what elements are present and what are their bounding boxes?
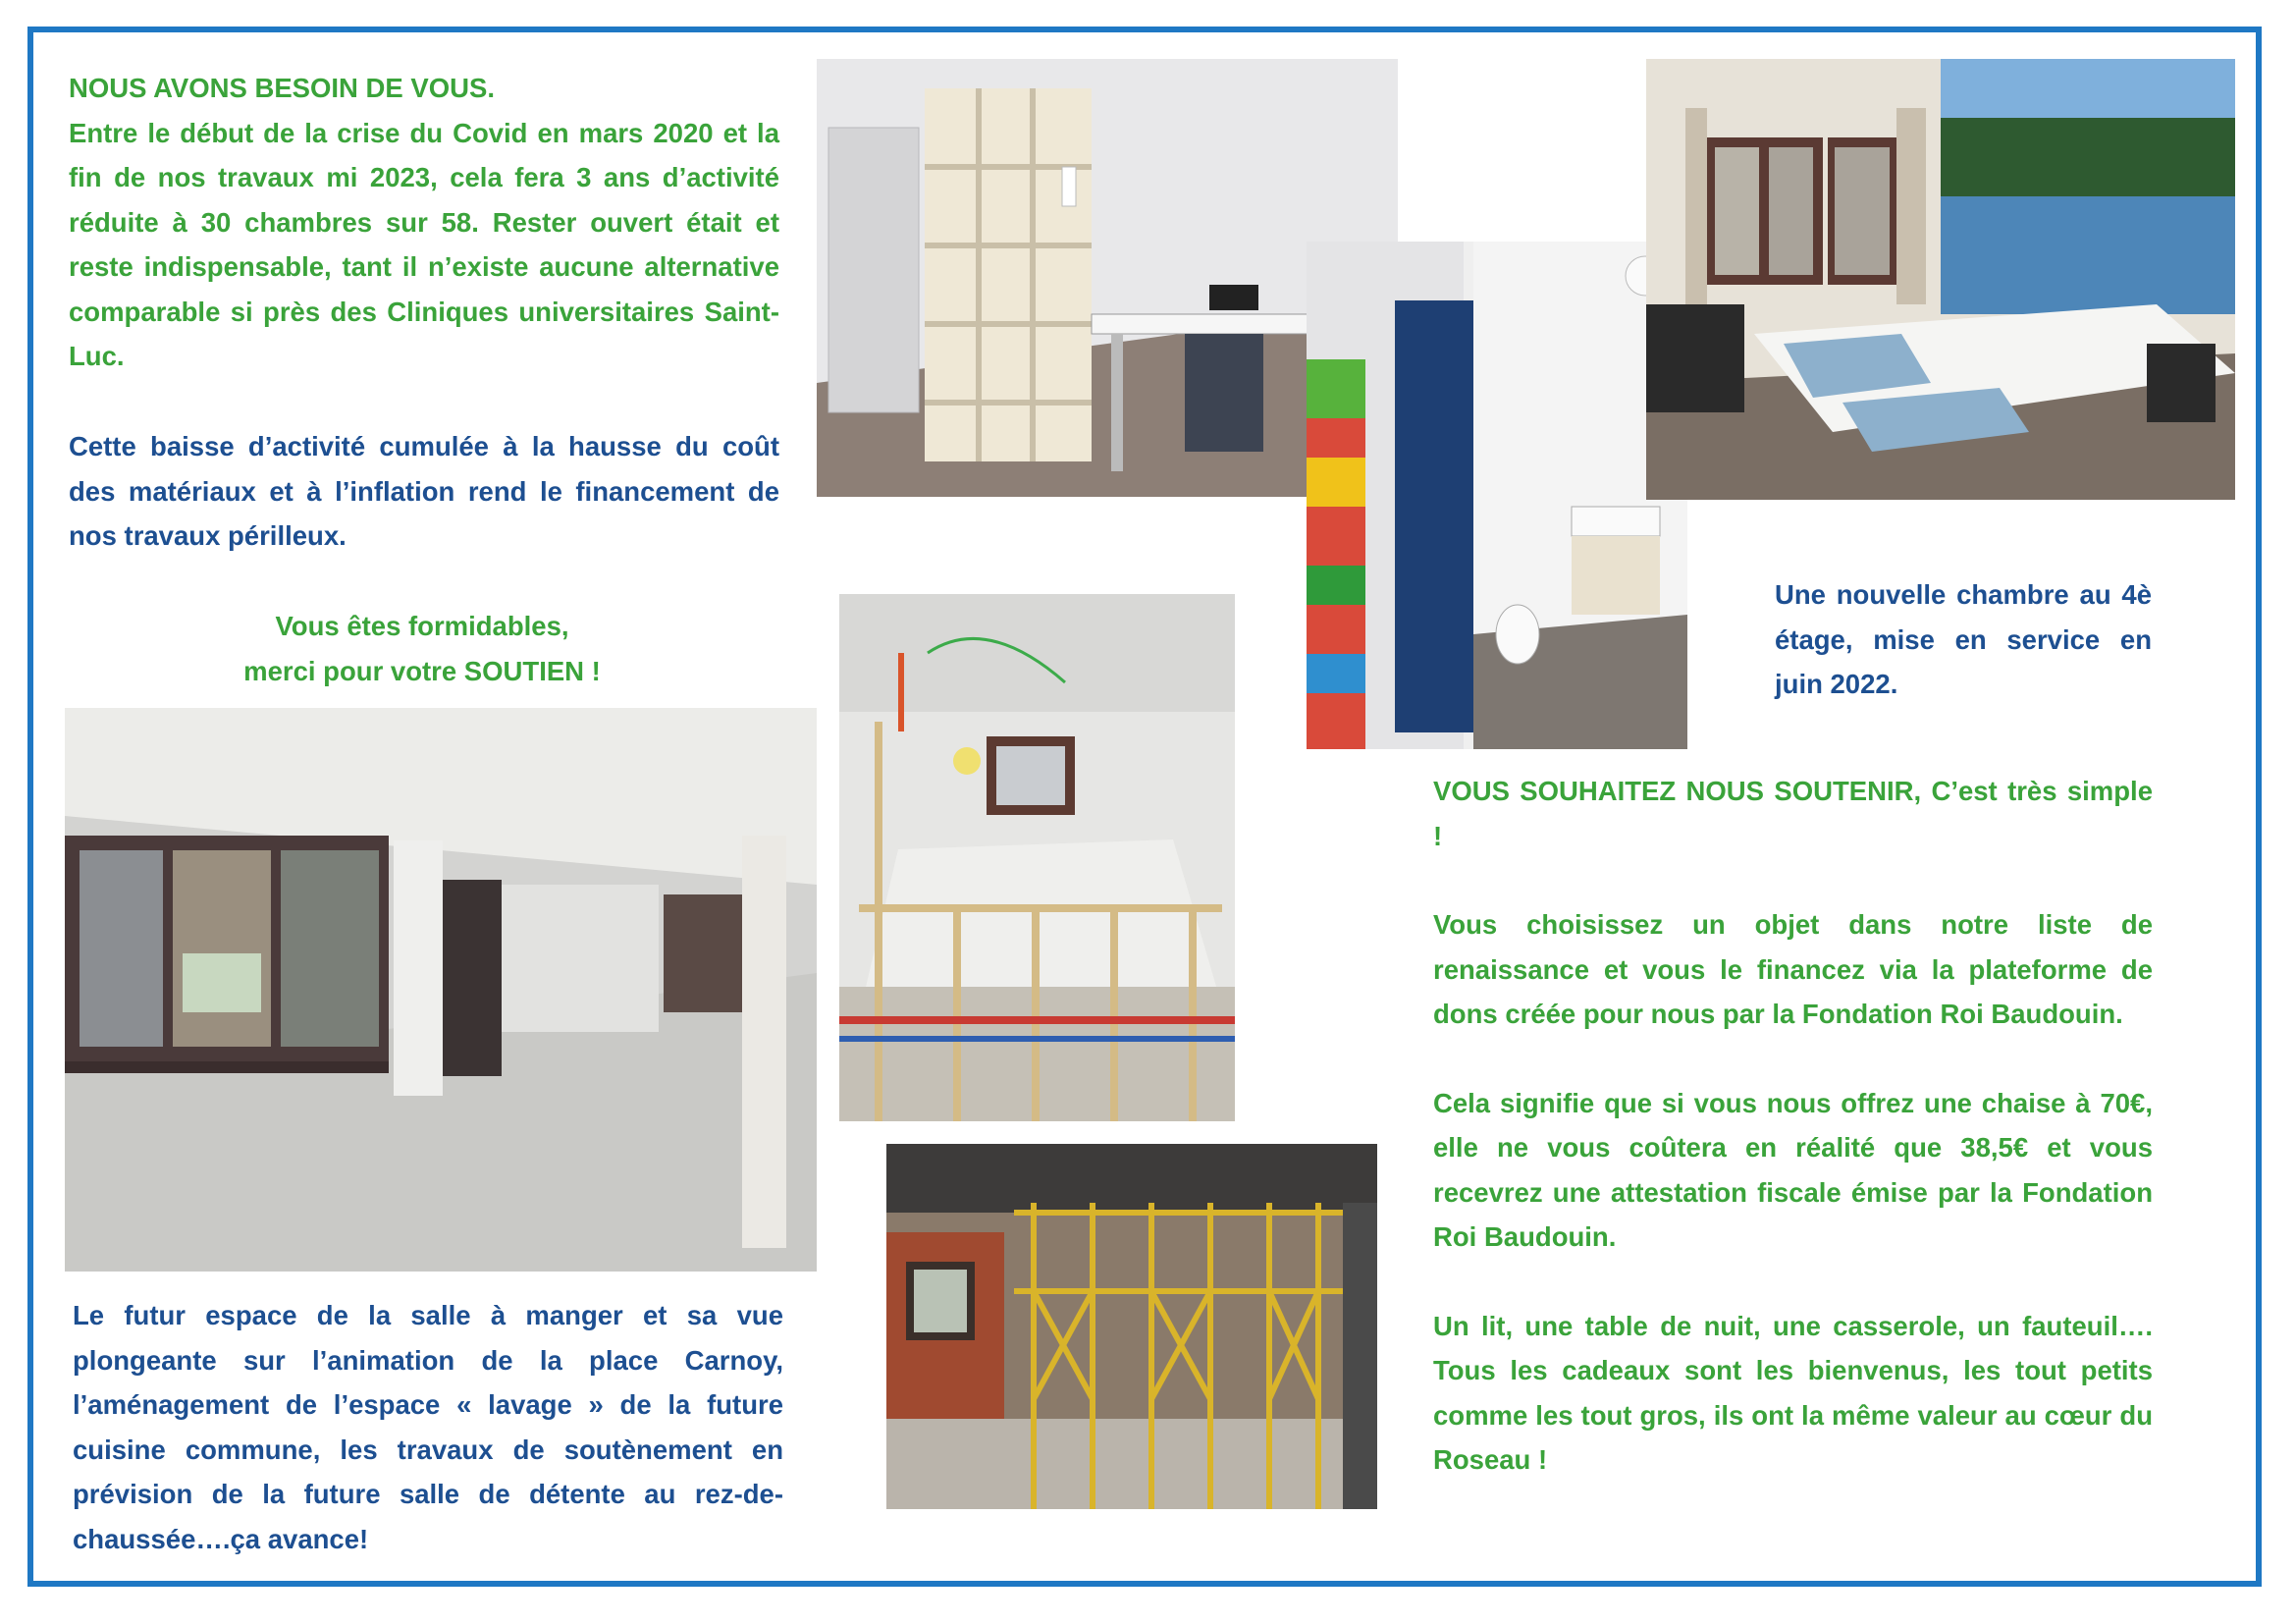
dining-space-photo: [65, 708, 817, 1272]
bathroom-photo: [1307, 242, 1687, 749]
support-paragraph-3: Un lit, une table de nuit, une casserole, un fauteuil…. Tous les cadeaux sont les bienvenus, les tout petits comme les tout gros, ils ont la même valeur au cœur du Roseau !: [1433, 1310, 2153, 1475]
works-caption: Le futur espace de la salle à manger et sa vue plongeante sur l’animation de la place Carnoy, l’aménagement de l’espace « lavage » de la future cuisine commune, les travaux de soutènement en prévision de la future salle de détente au rez-de-chaussée….ça avance!: [73, 1300, 783, 1554]
support-paragraph-1: Vous choisissez un objet dans notre liste de renaissance et vous le financez via la plateforme de dons créée pour nous par la Fondation Roi Baudouin.: [1433, 909, 2153, 1029]
thanks-line-1: Vous êtes formidables,: [275, 611, 569, 641]
support-heading: VOUS SOUHAITEZ NOUS SOUTENIR, C’est très simple !: [1433, 776, 2153, 851]
basement-supports-photo: [886, 1144, 1377, 1509]
support-paragraph-2: Cela signifie que si vous nous offrez une chaise à 70€, elle ne vous coûtera en réalité que 38,5€ et vous recevrez une attestation fiscale émise par la Fondation Roi Baudouin.: [1433, 1087, 2153, 1252]
kitchen-works-photo: [839, 594, 1235, 1121]
intro-block: [69, 66, 779, 379]
bedroom-photo: [1646, 59, 2235, 500]
support-block: [1433, 769, 2153, 1483]
cost-paragraph: Cette baisse d’activité cumulée à la hausse du coût des matériaux et à l’inflation rend le financement de nos travaux périlleux.: [69, 431, 779, 551]
intro-heading: NOUS AVONS BESOIN DE VOUS.: [69, 73, 495, 103]
thanks-block: [137, 604, 707, 693]
thanks-line-2: merci pour votre SOUTIEN !: [243, 655, 601, 686]
room-caption: Une nouvelle chambre au 4è étage, mise en service en juin 2022.: [1775, 579, 2152, 699]
intro-paragraph: Entre le début de la crise du Covid en mars 2020 et la fin de nos travaux mi 2023, cela fera 3 ans d’activité réduite à 30 chambres sur 58. Rester ouvert était et reste indispensable, tant il n’existe aucune alternative comparable si près des Cliniques universitaires Saint-Luc.: [69, 117, 779, 371]
